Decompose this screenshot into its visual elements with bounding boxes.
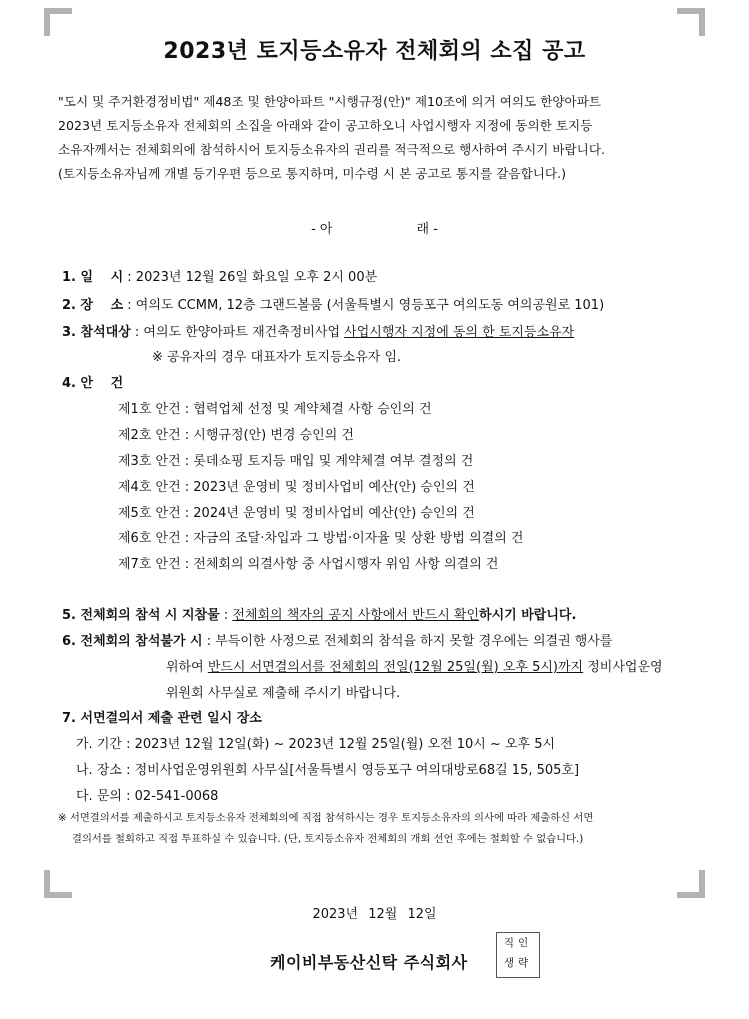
- agenda-item: 제4호 안건 : 2023년 운영비 및 정비사업비 예산(안) 승인의 건: [118, 480, 475, 495]
- item-value: 하시기 바랍니다.: [479, 608, 577, 623]
- page-title: 2023년 토지등소유자 전체회의 소집 공고: [163, 39, 586, 64]
- agenda-item: 제3호 안건 : 롯데쇼핑 토지등 매입 및 계약체결 여부 결정의 건: [118, 454, 474, 469]
- item-label: 2. 장 소: [62, 298, 124, 313]
- item-value: 정비사업운영: [583, 660, 663, 675]
- item-value: : 여의도 한양아파트 재건축정비사업: [130, 325, 345, 340]
- item-separator: :: [219, 608, 233, 623]
- absence-line-3: 위원회 사무실로 제출해 주시기 바랍니다.: [166, 686, 401, 701]
- corner-bracket-bottom-left: [44, 870, 72, 898]
- item-value: : 2023년 12월 26일 화요일 오후 2시 00분: [123, 270, 378, 285]
- intro-line: 2023년 토지등소유자 전체회의 소집을 아래와 같이 공고하오니 사업시행자 지정에 동의한 토지등: [58, 118, 593, 133]
- section-marker-left: - 아: [311, 222, 333, 237]
- agenda-item: 제7호 안건 : 전체회의 의결사항 중 사업시행자 위임 사항 의결의 건: [118, 557, 499, 572]
- item-value-underlined: 사업시행자 지정에 동의 한 토지등소유자: [344, 325, 575, 340]
- submission-contact: 다. 문의 : 02-541-0068: [76, 789, 219, 804]
- item-value-underlined: 반드시 서면결의서를 전체회의 전일(12월 25일(월) 오후 5시)까지: [207, 660, 584, 675]
- item-attendees: [62, 321, 574, 345]
- item-absence: [62, 630, 612, 654]
- corner-bracket-top-left: [44, 8, 72, 36]
- item-agenda-label: 4. 안 건: [62, 376, 124, 391]
- seal-text-top: 직인: [503, 937, 533, 949]
- item-submission-label: 7. 서면결의서 제출 관련 일시 장소: [62, 711, 262, 726]
- section-marker-right: 래 -: [416, 222, 438, 237]
- intro-paragraph: [58, 90, 698, 186]
- footnote: [58, 808, 708, 850]
- item-value: : 부득이한 사정으로 전체회의 참석을 하지 못할 경우에는 의결권 행사를: [202, 634, 613, 649]
- footnote-line: ※ 서면결의서를 제출하시고 토지등소유자 전체회의에 직접 참석하시는 경우 토지등소유자의 의사에 따라 제출하신 서면: [58, 812, 594, 824]
- seal-box: [496, 932, 540, 978]
- item-label: 3. 참석대상: [62, 325, 131, 340]
- item-label: 5. 전체회의 참석 시 지참물: [62, 608, 220, 623]
- item-belongings: [62, 604, 576, 628]
- agenda-item: 제5호 안건 : 2024년 운영비 및 정비사업비 예산(안) 승인의 건: [118, 506, 475, 521]
- item-date-time: [62, 266, 377, 290]
- notice-date: 2023년 12월 12일: [312, 907, 437, 922]
- agenda-item: 제1호 안건 : 협력업체 선정 및 계약체결 사항 승인의 건: [118, 402, 432, 417]
- item-label: 6. 전체회의 참석불가 시: [62, 634, 203, 649]
- item-label: 1. 일 시: [62, 270, 124, 285]
- section-marker: [0, 218, 749, 237]
- absence-line-2: [166, 656, 663, 680]
- corner-bracket-bottom-right: [677, 870, 705, 898]
- attendees-note: ※ 공유자의 경우 대표자가 토지등소유자 임.: [152, 350, 402, 365]
- item-place: [62, 294, 604, 318]
- intro-line: (토지등소유자님께 개별 등기우편 등으로 통지하며, 미수령 시 본 공고로 통지를 갈음합니다.): [58, 166, 566, 181]
- agenda-item: 제2호 안건 : 시행규정(안) 변경 승인의 건: [118, 428, 354, 443]
- agenda-item: 제6호 안건 : 자금의 조달·차입과 그 방법·이자율 및 상환 방법 의결의 건: [118, 531, 524, 546]
- submission-period: 가. 기간 : 2023년 12월 12일(화) ~ 2023년 12월 25일(월) 오전 10시 ~ 오후 5시: [76, 737, 556, 752]
- item-value-underlined: 전체회의 책자의 공지 사항에서 반드시 확인: [232, 608, 480, 623]
- item-value: : 여의도 CCMM, 12층 그랜드볼룸 (서울특별시 영등포구 여의도동 여의공원로 101): [123, 298, 605, 313]
- footnote-line: 결의서를 철회하고 직접 투표하실 수 있습니다. (단, 토지등소유자 전체회의 개회 선언 후에는 철회할 수 없습니다.): [72, 833, 584, 845]
- submission-place: 나. 장소 : 정비사업운영위원회 사무실[서울특별시 영등포구 여의대방로68길 15, 505호]: [76, 763, 580, 778]
- company-name: 케이비부동산신탁 주식회사: [270, 953, 468, 972]
- corner-bracket-top-right: [677, 8, 705, 36]
- seal-text-bottom: 생략: [503, 957, 533, 969]
- intro-line: 소유자께서는 전체회의에 참석하시어 토지등소유자의 권리를 적극적으로 행사하여 주시기 바랍니다.: [58, 142, 605, 157]
- item-value: 위하여: [166, 660, 208, 675]
- intro-line: "도시 및 주거환경정비법" 제48조 및 한양아파트 "시행규정(안)" 제10조에 의거 여의도 한양아파트: [58, 94, 602, 109]
